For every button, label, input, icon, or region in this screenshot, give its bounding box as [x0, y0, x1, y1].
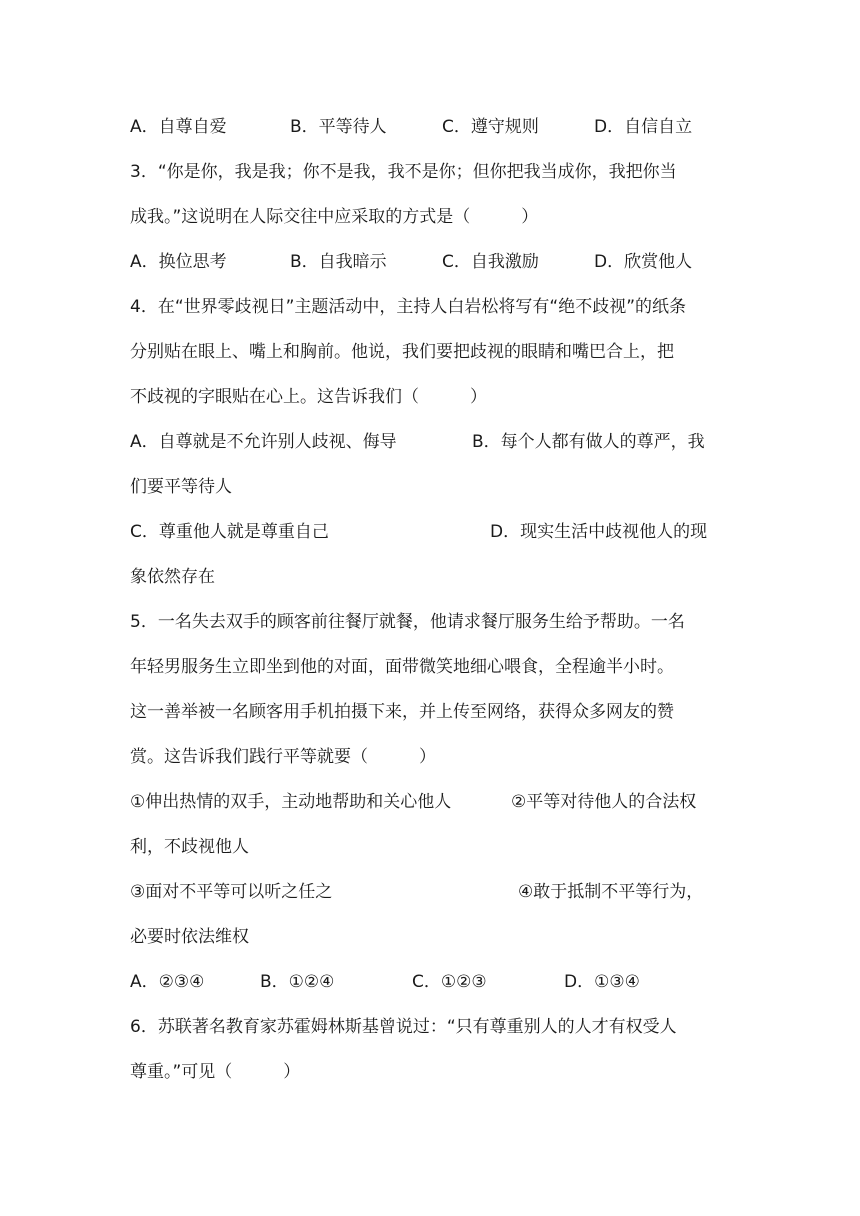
q5-option-b: B．①②④ [260, 972, 335, 992]
q4-stem-line-1: 4．在“世界零歧视日”主题活动中，主持人白岩松将写有“绝不歧视”的纸条 [130, 297, 687, 317]
q5-stem-line-1: 5．一名失去双手的顾客前往餐厅就餐，他请求餐厅服务生给予帮助。一名 [130, 612, 685, 632]
q5-option-d: D．①③④ [564, 972, 640, 992]
q4-option-c: C．尊重他人就是尊重自己 [130, 522, 329, 542]
q2-option-b: B．平等待人 [290, 117, 387, 137]
q3-option-c: C．自我激励 [442, 252, 539, 272]
q4-option-d-continued: 象依然存在 [130, 567, 215, 587]
q6-stem-line-2: 尊重。”可见（ ） [130, 1062, 301, 1082]
q4-stem-line-2: 分别贴在眼上、嘴上和胸前。他说，我们要把歧视的眼睛和嘴巴合上，把 [130, 342, 674, 362]
q5-item-3: ③面对不平等可以听之任之 [130, 882, 333, 902]
q5-stem-line-4: 赏。这告诉我们践行平等就要（ ） [130, 747, 436, 767]
q3-stem-line-1: 3．“你是你，我是我；你不是我，我不是你；但你把我当成你，我把你当 [130, 162, 677, 182]
q2-option-a: A．自尊自爱 [130, 117, 227, 137]
q3-option-b: B．自我暗示 [290, 252, 387, 272]
q6-stem-line-1: 6．苏联著名教育家苏霍姆林斯基曾说过：“只有尊重别人的人才有权受人 [130, 1017, 677, 1037]
q2-option-d: D．自信自立 [594, 117, 693, 137]
q4-option-b: B．每个人都有做人的尊严，我 [472, 432, 705, 452]
q5-item-4-continued: 必要时依法维权 [130, 927, 249, 947]
q5-option-a: A．②③④ [130, 972, 205, 992]
q5-item-2-continued: 利，不歧视他人 [130, 837, 249, 857]
q4-option-b-continued: 们要平等待人 [130, 477, 232, 497]
q4-option-d: D．现实生活中歧视他人的现 [490, 522, 708, 542]
q5-option-c: C．①②③ [412, 972, 487, 992]
q5-stem-line-2: 年轻男服务生立即坐到他的对面，面带微笑地细心喂食，全程逾半小时。 [130, 657, 674, 677]
q5-stem-line-3: 这一善举被一名顾客用手机拍摄下来，并上传至网络，获得众多网友的赞 [130, 702, 674, 722]
q2-option-c: C．遵守规则 [442, 117, 539, 137]
q4-option-a: A．自尊就是不允许别人歧视、侮导 [130, 432, 397, 452]
q3-stem-line-2: 成我。”这说明在人际交往中应采取的方式是（ ） [130, 207, 539, 227]
q5-item-1: ①伸出热情的双手，主动地帮助和关心他人 [130, 792, 452, 812]
q5-item-4: ④敢于抵制不平等行为， [518, 882, 704, 902]
q5-item-2: ②平等对待他人的合法权 [511, 792, 697, 812]
q4-stem-line-3: 不歧视的字眼贴在心上。这告诉我们（ ） [130, 387, 487, 407]
q3-option-a: A．换位思考 [130, 252, 227, 272]
q3-option-d: D．欣赏他人 [594, 252, 693, 272]
